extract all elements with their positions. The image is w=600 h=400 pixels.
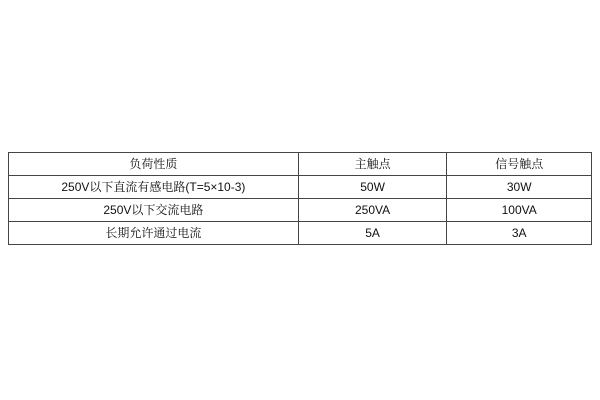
cell-signal-ac-rating: 100VA — [447, 199, 592, 222]
header-cell-signal-contact: 信号触点 — [447, 153, 592, 176]
table-header-row — [9, 153, 592, 176]
contact-load-spec-table — [8, 152, 592, 245]
header-cell-main-contact: 主触点 — [298, 153, 447, 176]
cell-load-ac-circuit: 250V以下交流电路 — [9, 199, 299, 222]
table-row — [9, 222, 592, 245]
table-row — [9, 199, 592, 222]
cell-main-ac-rating: 250VA — [298, 199, 447, 222]
cell-load-dc-inductive: 250V以下直流有感电路(T=5×10-3) — [9, 176, 299, 199]
cell-signal-current-rating: 3A — [447, 222, 592, 245]
table-row — [9, 176, 592, 199]
header-cell-load-nature: 负荷性质 — [9, 153, 299, 176]
cell-main-dc-rating: 50W — [298, 176, 447, 199]
cell-load-continuous-current: 长期允许通过电流 — [9, 222, 299, 245]
cell-signal-dc-rating: 30W — [447, 176, 592, 199]
spec-table-container — [8, 152, 592, 245]
cell-main-current-rating: 5A — [298, 222, 447, 245]
